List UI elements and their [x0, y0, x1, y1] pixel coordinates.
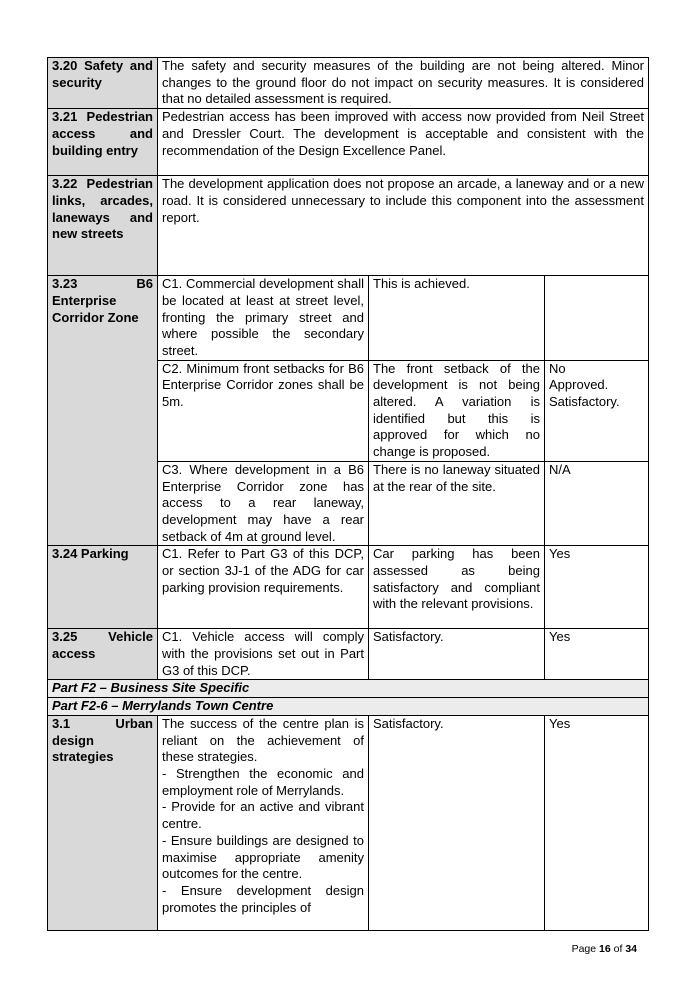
status-line: No [549, 360, 566, 376]
control-cell: C3. Where development in a B6 Enterprise Corridor zone has access to a rear laneway, development may have a rear setback of 4m at ground level. [158, 461, 369, 546]
row-heading: 3.23 B6 Enterprise Corridor Zone [48, 276, 158, 546]
comment-cell: There is no laneway situated at the rear of the site. [369, 461, 545, 546]
row-heading: 3.21 Pedestrian access and building entry [48, 109, 158, 176]
control-cell: C1. Refer to Part G3 of this DCP, or section 3J-1 of the ADG for car parking provision requirements. [158, 546, 369, 629]
table-row [48, 58, 649, 109]
section-heading: Part F2-6 – Merrylands Town Centre [48, 698, 649, 716]
comment-cell: Satisfactory. [369, 629, 545, 680]
control-bullet: - Provide for an active and vibrant centre. [162, 799, 364, 832]
status-cell: N/A [545, 461, 649, 546]
table-row [48, 176, 649, 276]
page-label: Page [571, 943, 597, 955]
status-cell [545, 276, 649, 361]
control-cell: C2. Minimum front setbacks for B6 Enterprise Corridor zones shall be 5m. [158, 360, 369, 461]
section-row [48, 698, 649, 716]
assessment-table [47, 57, 649, 931]
status-line: Satisfactory. [549, 394, 620, 410]
section-row [48, 680, 649, 698]
page-number: 16 [599, 943, 611, 955]
comment-cell: The front setback of the development is not being altered. A variation is identified but this is approved for which no change is proposed. [369, 360, 545, 461]
control-cell: C1. Vehicle access will comply with the provisions set out in Part G3 of this DCP. [158, 629, 369, 680]
comment-cell: Satisfactory. [369, 715, 545, 930]
page-sep: of [613, 943, 623, 955]
comment-cell: Car parking has been assessed as being satisfactory and compliant with the relevant provisions. [369, 546, 545, 629]
status-cell: Yes [545, 629, 649, 680]
control-bullet: - Ensure buildings are designed to maximise appropriate amenity outcomes for the centre. [162, 832, 364, 882]
page-footer [572, 943, 637, 955]
status-line: Approved. [549, 377, 609, 393]
row-text: The development application does not propose an arcade, a laneway and or a new road. It is considered unnecessary to include this component into the assessment report. [158, 176, 649, 276]
table-row [48, 276, 649, 361]
table-row [48, 629, 649, 680]
status-cell [545, 360, 649, 461]
status-cell: Yes [545, 546, 649, 629]
control-bullet: - Ensure development design promotes the principles of [162, 882, 364, 915]
table-row [48, 715, 649, 930]
page-total: 34 [625, 943, 637, 955]
table-row [48, 546, 649, 629]
control-cell [158, 715, 369, 930]
control-intro: The success of the centre plan is reliant on the achievement of these strategies. [162, 715, 364, 765]
comment-cell: This is achieved. [369, 276, 545, 361]
control-bullet: - Strengthen the economic and employment role of Merrylands. [162, 765, 364, 798]
control-cell: C1. Commercial development shall be located at least at street level, fronting the primary street and where possible the secondary street. [158, 276, 369, 361]
status-cell: Yes [545, 715, 649, 930]
row-heading: 3.22 Pedestrian links, arcades, laneways and new streets [48, 176, 158, 276]
row-heading: 3.20 Safety and security [48, 58, 158, 109]
row-heading: 3.1 Urban design strategies [48, 715, 158, 930]
row-text: The safety and security measures of the building are not being altered. Minor changes to the ground floor do not impact on security measures. It is considered that no detailed assessment is required. [158, 58, 649, 109]
section-heading: Part F2 – Business Site Specific [48, 680, 649, 698]
table-row [48, 109, 649, 176]
row-text: Pedestrian access has been improved with access now provided from Neil Street and Dressler Court. The development is acceptable and consistent with the recommendation of the Design Excellence Panel. [158, 109, 649, 176]
row-heading: 3.24 Parking [48, 546, 158, 629]
row-heading: 3.25 Vehicle access [48, 629, 158, 680]
